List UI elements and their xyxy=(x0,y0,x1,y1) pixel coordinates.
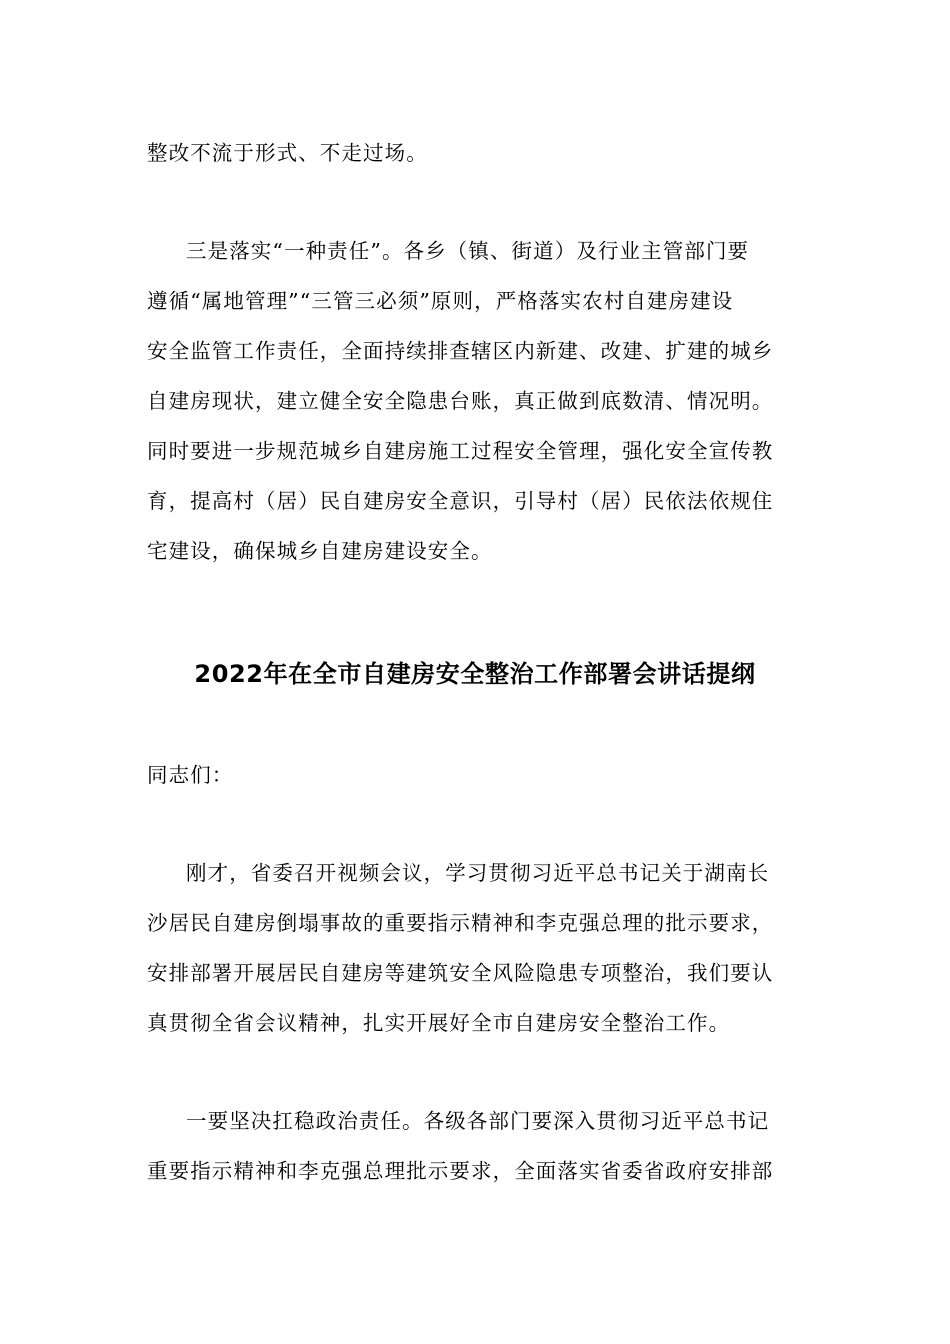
para-one-line-1: 一要坚决扛稳政治责任。各级各部门要深入贯彻习近平总书记 xyxy=(186,1109,770,1133)
para-three-line-2: 遵循“属地管理”“三管三必须”原则，严格落实农村自建房建设 xyxy=(147,289,734,313)
continuation-line-1: 整改不流于形式、不走过场。 xyxy=(147,141,428,165)
para-three-line-6: 育，提高村（居）民自建房安全意识，引导村（居）民依法依规住 xyxy=(147,489,774,513)
para-three-line-7: 宅建设，确保城乡自建房建设安全。 xyxy=(147,539,493,563)
para-intro-line-3: 安排部署开展居民自建房等建筑安全风险隐患专项整治，我们要认 xyxy=(147,961,774,985)
para-one-line-2: 重要指示精神和李克强总理批示要求，全面落实省委省政府安排部 xyxy=(147,1159,774,1183)
para-three-line-5: 同时要进一步规范城乡自建房施工过程安全管理，强化安全宣传教 xyxy=(147,439,774,463)
para-three-line-4: 自建房现状，建立健全安全隐患台账，真正做到底数清、情况明。 xyxy=(147,389,774,413)
salutation: 同志们： xyxy=(147,763,234,787)
para-three-line-3: 安全监管工作责任，全面持续排查辖区内新建、改建、扩建的城乡 xyxy=(147,339,774,363)
para-intro-line-4: 真贯彻全省会议精神，扎实开展好全市自建房安全整治工作。 xyxy=(147,1011,731,1035)
para-intro-line-1: 刚才，省委召开视频会议，学习贯彻习近平总书记关于湖南长 xyxy=(186,861,770,885)
para-three-line-1: 三是落实“一种责任”。各乡（镇、街道）及行业主管部门要 xyxy=(186,239,750,263)
para-intro-line-2: 沙居民自建房倒塌事故的重要指示精神和李克强总理的批示要求， xyxy=(147,911,774,935)
section-title: 2022年在全市自建房安全整治工作部署会讲话提纲 xyxy=(194,660,756,688)
